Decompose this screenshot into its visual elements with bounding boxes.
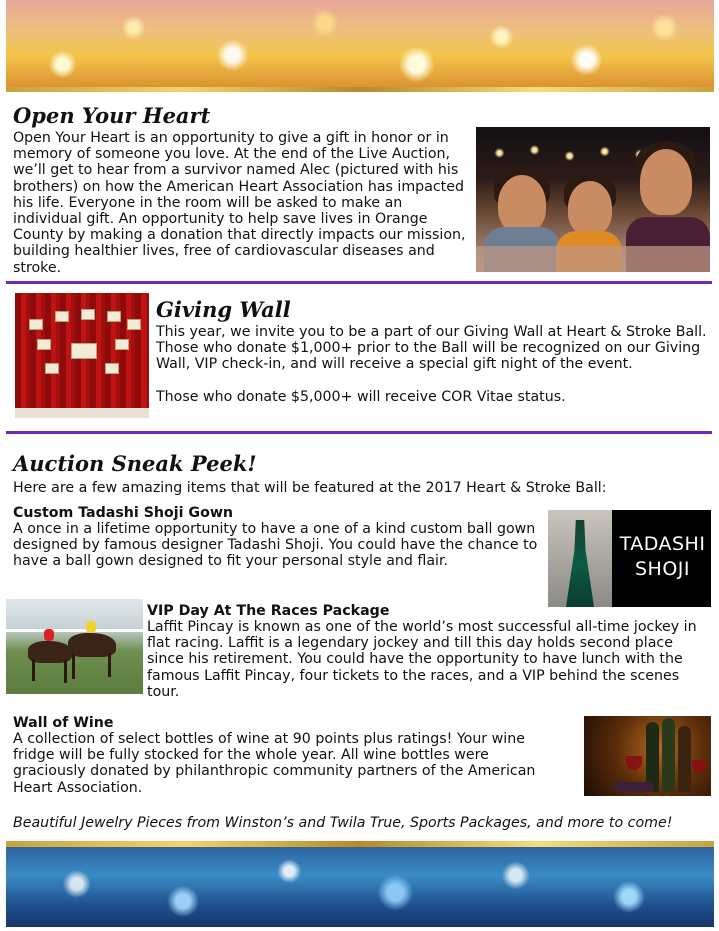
giving-wall-title: Giving Wall <box>156 297 291 322</box>
races-item-title: VIP Day At The Races Package <box>147 603 390 619</box>
wine-item-body: A collection of select bottles of wine at 90 points plus ratings! Your wine fridge will be fully stocked for the whole year. All wine bottles were graciously donated by philanthropic community partners of the American Heart Association. <box>13 731 536 796</box>
wine-bottles-photo <box>584 716 711 796</box>
tadashi-shoji-logo: TADASHI SHOJI <box>619 533 706 580</box>
giving-wall-body: This year, we invite you to be a part of our Giving Wall at Heart & Stroke Ball. Those who donate $1,000+ prior to the Ball will be recognized on our Giving Wall, VIP check-in, and will receive a special gift night of the event. <box>156 324 707 373</box>
gown-item-body: A once in a lifetime opportunity to have a one of a kind custom ball gown designed by famous designer Tadashi Shoji. You could have the chance to have a ball gown designed to fit your personal style and flair. <box>13 521 538 570</box>
open-heart-body: Open Your Heart is an opportunity to give a gift in honor or in memory of someone you love. At the end of the Live Auction, we’ll get to hear from a survivor named Alec (pictured with his brothers) on how the American Heart Association has impacted his life. Everyone in the room will be asked to make an individual gift. An opportunity to help save lives in Orange County by making a donation that directly impacts our mission, building healthier lives, free of cardiovascular diseases and stroke. <box>13 130 466 276</box>
horse-race-photo <box>6 599 143 694</box>
giving-wall-photo <box>15 293 149 418</box>
alec-brothers-photo <box>476 127 710 272</box>
open-heart-title: Open Your Heart <box>13 103 211 128</box>
races-item-body: Laffit Pincay is known as one of the world’s most successful all-time jockey in flat racing. Laffit is a legendary jockey and till this day holds second place since his retirement. You could have the opportunity to have lunch with the famous Laffit Pincay, four tickets to the races, and a VIP behind the scenes tour. <box>147 619 697 700</box>
bottom-banner <box>6 841 714 927</box>
auction-title: Auction Sneak Peek! <box>13 451 257 476</box>
wine-item-title: Wall of Wine <box>13 715 114 731</box>
section-divider <box>6 431 712 434</box>
tadashi-shoji-photo <box>548 510 711 607</box>
giving-wall-body-cor-vitae: Those who donate $5,000+ will receive COR Vitae status. <box>156 389 566 405</box>
auction-footer-note: Beautiful Jewelry Pieces from Winston’s and Twila True, Sports Packages, and more to come! <box>13 815 673 831</box>
gown-item-title: Custom Tadashi Shoji Gown <box>13 505 234 521</box>
top-banner <box>6 0 714 92</box>
section-divider <box>6 281 712 284</box>
auction-intro: Here are a few amazing items that will be featured at the 2017 Heart & Stroke Ball: <box>13 480 607 496</box>
